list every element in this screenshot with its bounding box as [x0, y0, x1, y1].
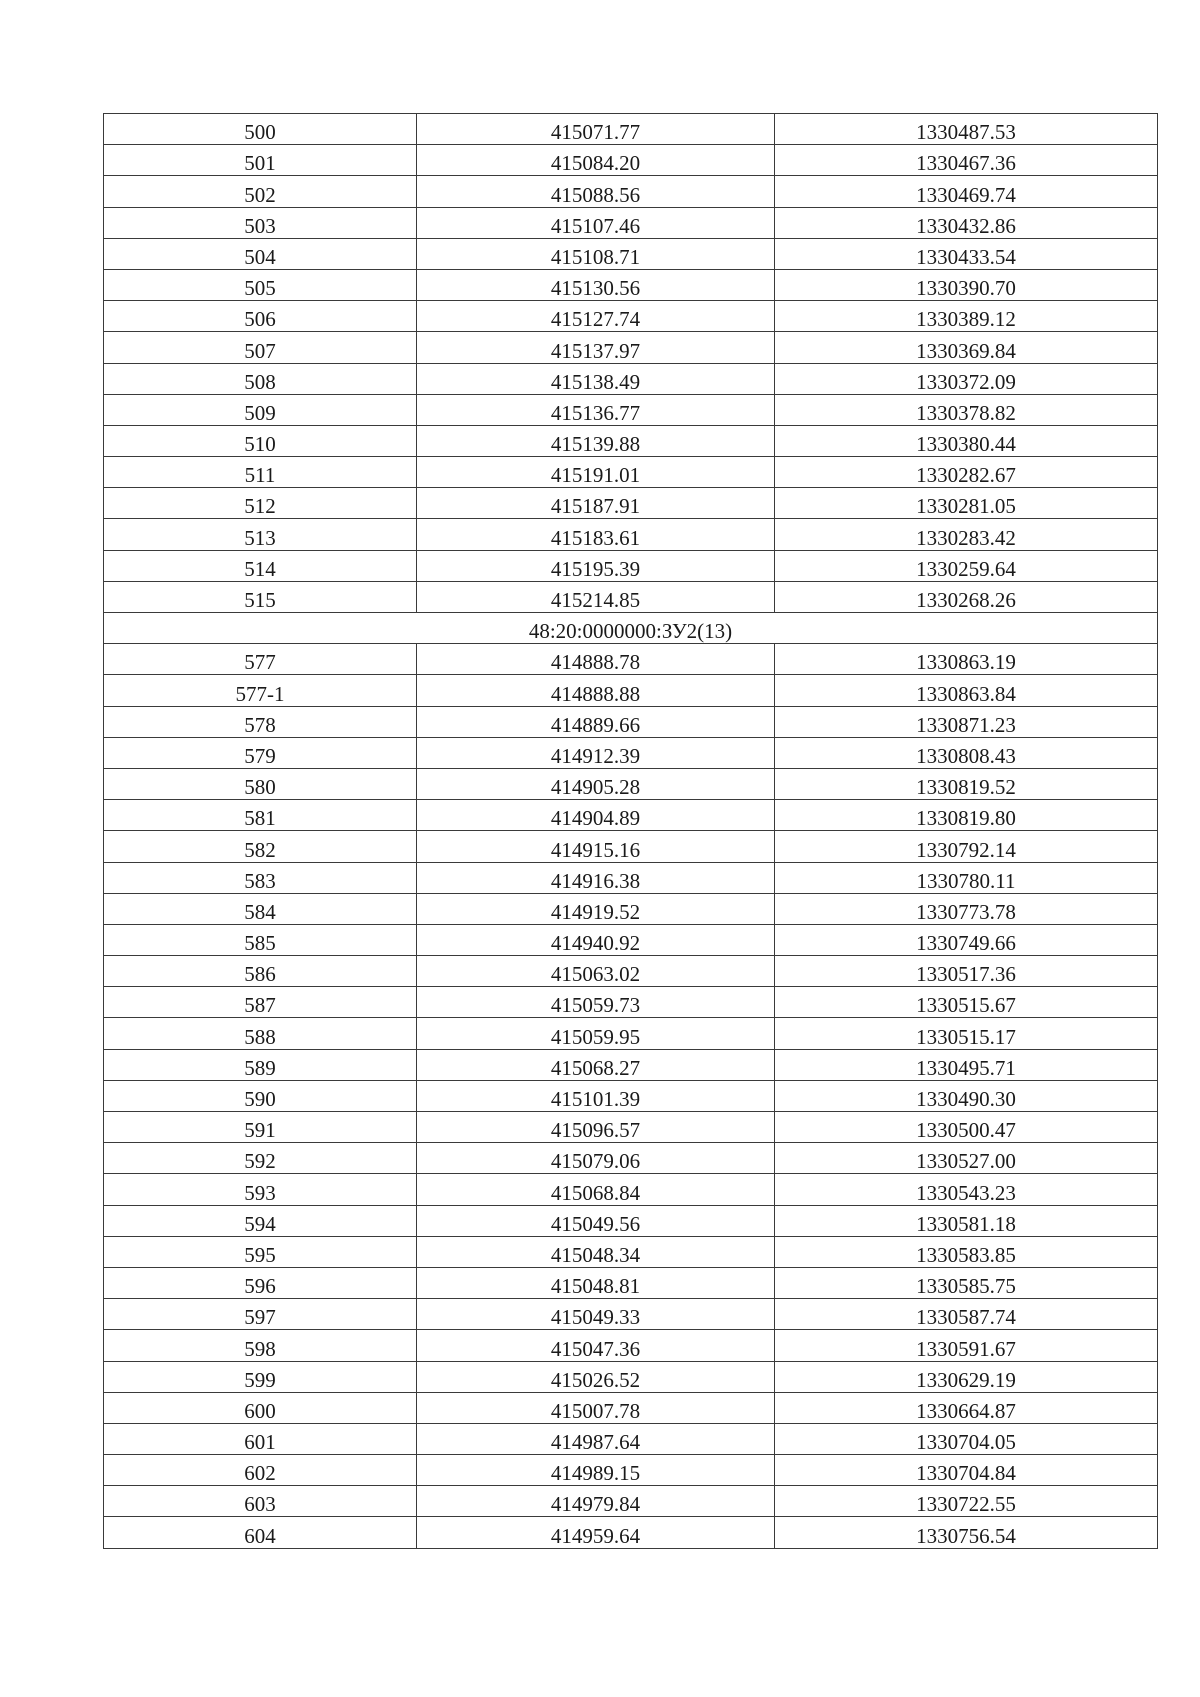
x-coordinate-cell: 414888.78 [417, 644, 775, 675]
x-coordinate-cell: 415068.27 [417, 1049, 775, 1080]
x-coordinate-cell: 415107.46 [417, 207, 775, 238]
x-coordinate-cell: 415139.88 [417, 425, 775, 456]
x-coordinate-cell: 415049.56 [417, 1205, 775, 1236]
table-row [104, 1392, 1158, 1423]
y-coordinate-cell: 1330515.67 [775, 987, 1158, 1018]
point-number-cell: 501 [104, 145, 417, 176]
point-number-cell: 500 [104, 114, 417, 145]
table-row [104, 581, 1158, 612]
y-coordinate-cell: 1330819.80 [775, 800, 1158, 831]
point-number-cell: 587 [104, 987, 417, 1018]
x-coordinate-cell: 415214.85 [417, 581, 775, 612]
x-coordinate-cell: 415068.84 [417, 1174, 775, 1205]
y-coordinate-cell: 1330369.84 [775, 332, 1158, 363]
point-number-cell: 584 [104, 893, 417, 924]
y-coordinate-cell: 1330527.00 [775, 1143, 1158, 1174]
point-number-cell: 578 [104, 706, 417, 737]
table-row [104, 519, 1158, 550]
coordinates-table [103, 113, 1158, 1549]
y-coordinate-cell: 1330629.19 [775, 1361, 1158, 1392]
x-coordinate-cell: 415047.36 [417, 1330, 775, 1361]
x-coordinate-cell: 414912.39 [417, 737, 775, 768]
table-row [104, 1267, 1158, 1298]
table-row [104, 176, 1158, 207]
table-row [104, 1486, 1158, 1517]
y-coordinate-cell: 1330380.44 [775, 425, 1158, 456]
point-number-cell: 583 [104, 862, 417, 893]
point-number-cell: 511 [104, 457, 417, 488]
table-row [104, 1174, 1158, 1205]
table-row [104, 145, 1158, 176]
x-coordinate-cell: 414919.52 [417, 893, 775, 924]
point-number-cell: 513 [104, 519, 417, 550]
point-number-cell: 589 [104, 1049, 417, 1080]
point-number-cell: 503 [104, 207, 417, 238]
section-title: 48:20:0000000:ЗУ2(13) [104, 613, 1158, 644]
table-row [104, 956, 1158, 987]
y-coordinate-cell: 1330664.87 [775, 1392, 1158, 1423]
y-coordinate-cell: 1330819.52 [775, 768, 1158, 799]
table-row [104, 644, 1158, 675]
point-number-cell: 586 [104, 956, 417, 987]
y-coordinate-cell: 1330863.19 [775, 644, 1158, 675]
point-number-cell: 601 [104, 1423, 417, 1454]
x-coordinate-cell: 414979.84 [417, 1486, 775, 1517]
table-row [104, 457, 1158, 488]
point-number-cell: 602 [104, 1455, 417, 1486]
table-row [104, 1361, 1158, 1392]
table-row [104, 675, 1158, 706]
point-number-cell: 595 [104, 1236, 417, 1267]
point-number-cell: 512 [104, 488, 417, 519]
coordinates-table-body [104, 114, 1158, 1549]
x-coordinate-cell: 415108.71 [417, 238, 775, 269]
y-coordinate-cell: 1330704.05 [775, 1423, 1158, 1454]
x-coordinate-cell: 415136.77 [417, 394, 775, 425]
point-number-cell: 579 [104, 737, 417, 768]
point-number-cell: 593 [104, 1174, 417, 1205]
x-coordinate-cell: 415183.61 [417, 519, 775, 550]
y-coordinate-cell: 1330500.47 [775, 1112, 1158, 1143]
x-coordinate-cell: 414916.38 [417, 862, 775, 893]
y-coordinate-cell: 1330587.74 [775, 1299, 1158, 1330]
x-coordinate-cell: 414888.88 [417, 675, 775, 706]
x-coordinate-cell: 415026.52 [417, 1361, 775, 1392]
point-number-cell: 598 [104, 1330, 417, 1361]
y-coordinate-cell: 1330372.09 [775, 363, 1158, 394]
table-row [104, 1299, 1158, 1330]
x-coordinate-cell: 415059.95 [417, 1018, 775, 1049]
x-coordinate-cell: 414915.16 [417, 831, 775, 862]
table-row [104, 1330, 1158, 1361]
x-coordinate-cell: 414905.28 [417, 768, 775, 799]
x-coordinate-cell: 415195.39 [417, 550, 775, 581]
x-coordinate-cell: 414904.89 [417, 800, 775, 831]
point-number-cell: 594 [104, 1205, 417, 1236]
table-row [104, 1205, 1158, 1236]
table-row [104, 238, 1158, 269]
table-row [104, 924, 1158, 955]
table-row [104, 768, 1158, 799]
table-row [104, 800, 1158, 831]
y-coordinate-cell: 1330490.30 [775, 1080, 1158, 1111]
y-coordinate-cell: 1330585.75 [775, 1267, 1158, 1298]
point-number-cell: 515 [104, 581, 417, 612]
y-coordinate-cell: 1330495.71 [775, 1049, 1158, 1080]
table-row [104, 737, 1158, 768]
table-row [104, 1455, 1158, 1486]
point-number-cell: 577 [104, 644, 417, 675]
table-row [104, 1143, 1158, 1174]
table-row [104, 301, 1158, 332]
x-coordinate-cell: 415059.73 [417, 987, 775, 1018]
y-coordinate-cell: 1330467.36 [775, 145, 1158, 176]
point-number-cell: 506 [104, 301, 417, 332]
point-number-cell: 592 [104, 1143, 417, 1174]
table-row [104, 425, 1158, 456]
table-row [104, 1018, 1158, 1049]
table-row [104, 1517, 1158, 1548]
x-coordinate-cell: 414940.92 [417, 924, 775, 955]
table-row [104, 114, 1158, 145]
point-number-cell: 585 [104, 924, 417, 955]
x-coordinate-cell: 415007.78 [417, 1392, 775, 1423]
x-coordinate-cell: 415063.02 [417, 956, 775, 987]
y-coordinate-cell: 1330722.55 [775, 1486, 1158, 1517]
point-number-cell: 604 [104, 1517, 417, 1548]
point-number-cell: 514 [104, 550, 417, 581]
x-coordinate-cell: 414987.64 [417, 1423, 775, 1454]
point-number-cell: 599 [104, 1361, 417, 1392]
y-coordinate-cell: 1330378.82 [775, 394, 1158, 425]
section-header-row [104, 613, 1158, 644]
y-coordinate-cell: 1330281.05 [775, 488, 1158, 519]
x-coordinate-cell: 414889.66 [417, 706, 775, 737]
point-number-cell: 509 [104, 394, 417, 425]
table-row [104, 706, 1158, 737]
x-coordinate-cell: 414959.64 [417, 1517, 775, 1548]
y-coordinate-cell: 1330780.11 [775, 862, 1158, 893]
y-coordinate-cell: 1330282.67 [775, 457, 1158, 488]
y-coordinate-cell: 1330863.84 [775, 675, 1158, 706]
x-coordinate-cell: 415187.91 [417, 488, 775, 519]
y-coordinate-cell: 1330704.84 [775, 1455, 1158, 1486]
y-coordinate-cell: 1330543.23 [775, 1174, 1158, 1205]
table-row [104, 207, 1158, 238]
table-row [104, 363, 1158, 394]
y-coordinate-cell: 1330517.36 [775, 956, 1158, 987]
table-row [104, 831, 1158, 862]
x-coordinate-cell: 415084.20 [417, 145, 775, 176]
point-number-cell: 590 [104, 1080, 417, 1111]
x-coordinate-cell: 414989.15 [417, 1455, 775, 1486]
x-coordinate-cell: 415079.06 [417, 1143, 775, 1174]
y-coordinate-cell: 1330581.18 [775, 1205, 1158, 1236]
table-row [104, 269, 1158, 300]
y-coordinate-cell: 1330283.42 [775, 519, 1158, 550]
table-row [104, 1049, 1158, 1080]
x-coordinate-cell: 415088.56 [417, 176, 775, 207]
table-row [104, 394, 1158, 425]
point-number-cell: 591 [104, 1112, 417, 1143]
x-coordinate-cell: 415127.74 [417, 301, 775, 332]
x-coordinate-cell: 415191.01 [417, 457, 775, 488]
point-number-cell: 588 [104, 1018, 417, 1049]
y-coordinate-cell: 1330583.85 [775, 1236, 1158, 1267]
x-coordinate-cell: 415048.81 [417, 1267, 775, 1298]
y-coordinate-cell: 1330871.23 [775, 706, 1158, 737]
y-coordinate-cell: 1330433.54 [775, 238, 1158, 269]
table-row [104, 332, 1158, 363]
y-coordinate-cell: 1330432.86 [775, 207, 1158, 238]
x-coordinate-cell: 415071.77 [417, 114, 775, 145]
point-number-cell: 577-1 [104, 675, 417, 706]
x-coordinate-cell: 415137.97 [417, 332, 775, 363]
table-row [104, 550, 1158, 581]
y-coordinate-cell: 1330792.14 [775, 831, 1158, 862]
x-coordinate-cell: 415048.34 [417, 1236, 775, 1267]
point-number-cell: 582 [104, 831, 417, 862]
y-coordinate-cell: 1330389.12 [775, 301, 1158, 332]
point-number-cell: 596 [104, 1267, 417, 1298]
table-row [104, 1080, 1158, 1111]
x-coordinate-cell: 415096.57 [417, 1112, 775, 1143]
y-coordinate-cell: 1330808.43 [775, 737, 1158, 768]
y-coordinate-cell: 1330515.17 [775, 1018, 1158, 1049]
point-number-cell: 597 [104, 1299, 417, 1330]
table-row [104, 488, 1158, 519]
x-coordinate-cell: 415049.33 [417, 1299, 775, 1330]
x-coordinate-cell: 415101.39 [417, 1080, 775, 1111]
y-coordinate-cell: 1330268.26 [775, 581, 1158, 612]
point-number-cell: 603 [104, 1486, 417, 1517]
table-row [104, 1423, 1158, 1454]
y-coordinate-cell: 1330259.64 [775, 550, 1158, 581]
x-coordinate-cell: 415130.56 [417, 269, 775, 300]
point-number-cell: 581 [104, 800, 417, 831]
y-coordinate-cell: 1330756.54 [775, 1517, 1158, 1548]
point-number-cell: 580 [104, 768, 417, 799]
point-number-cell: 504 [104, 238, 417, 269]
point-number-cell: 507 [104, 332, 417, 363]
table-row [104, 987, 1158, 1018]
point-number-cell: 502 [104, 176, 417, 207]
y-coordinate-cell: 1330469.74 [775, 176, 1158, 207]
table-row [104, 1236, 1158, 1267]
x-coordinate-cell: 415138.49 [417, 363, 775, 394]
point-number-cell: 505 [104, 269, 417, 300]
y-coordinate-cell: 1330591.67 [775, 1330, 1158, 1361]
y-coordinate-cell: 1330390.70 [775, 269, 1158, 300]
y-coordinate-cell: 1330773.78 [775, 893, 1158, 924]
point-number-cell: 510 [104, 425, 417, 456]
y-coordinate-cell: 1330487.53 [775, 114, 1158, 145]
y-coordinate-cell: 1330749.66 [775, 924, 1158, 955]
table-row [104, 893, 1158, 924]
table-row [104, 862, 1158, 893]
point-number-cell: 508 [104, 363, 417, 394]
point-number-cell: 600 [104, 1392, 417, 1423]
table-row [104, 1112, 1158, 1143]
